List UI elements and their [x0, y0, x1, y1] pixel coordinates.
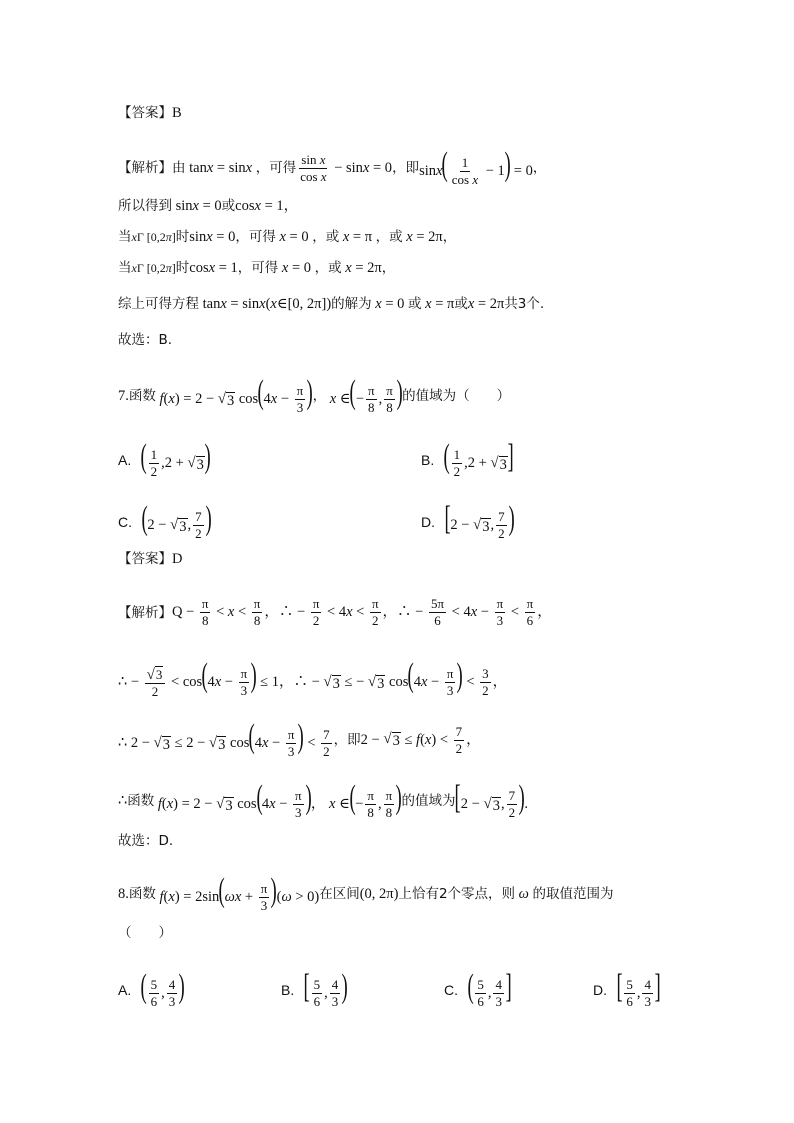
text-zongshang: 综上可得方程	[118, 296, 199, 312]
text-therefore: ∴	[118, 793, 128, 810]
option-a-value: ( $\frac{1}{2}$ ,2 + √ 3 )	[140, 438, 211, 480]
formula-step-1: Q − $\frac{\pi}{8}$ < x < $\frac{\pi}{8}$ ，∴ − $\frac{\pi}{2}$ < 4x < $\frac{\pi}{2}$ ，∴ − $\frac{5\pi}{6}$ < 4x − $\frac{\pi}{3}$ < $\frac{\pi}{6}$ ，	[172, 596, 552, 628]
answer-value: D	[172, 551, 183, 567]
analysis-label: 【解析】	[118, 160, 172, 177]
q7-number: 7.	[118, 388, 129, 405]
formula-x-in-interval-2: xΓ [0,2π]	[131, 261, 176, 275]
formula-tan-eq-sin: tanx = sinx	[185, 160, 253, 177]
formula-q8-interval: (0, 2π)	[359, 886, 399, 903]
q6-choose	[118, 330, 172, 350]
answer-label: 【答案】	[118, 105, 172, 121]
text-range-of: 的值域为	[401, 793, 456, 810]
formula-x-in-interval: xΓ [0,2π]	[131, 230, 176, 244]
q8-option-d[interactable]	[593, 970, 660, 1010]
text-ji: ，即	[333, 732, 361, 749]
option-label: D.	[593, 982, 607, 999]
q7-answer-line	[118, 549, 182, 569]
q6-analysis-line-3	[118, 227, 456, 247]
formula-x-2pi: x = 2π	[406, 229, 443, 245]
formula-sin-zero: sinx = 0	[172, 198, 222, 214]
option-d-value: [2 − √ 3 , $\frac{7}{2}$ )	[444, 500, 515, 542]
q7-option-c[interactable]	[118, 502, 211, 542]
formula-step-2: ∴ − √ 3 2 < cos(4x − $\frac{\pi}{3}$ ) ≤ 1，∴ − √ 3 ≤ − √ 3 cos(4x − $\frac{\pi}{3}$ ) < $\frac{3}{2}$ ，	[118, 657, 508, 699]
text-ke-de-3: ，可得	[237, 260, 279, 276]
q6-analysis-line-1	[118, 148, 546, 188]
option-label: B.	[421, 452, 435, 469]
q7-stem	[118, 376, 510, 416]
q8-option-a[interactable]	[118, 970, 185, 1010]
text-total: 共3个.	[504, 296, 545, 312]
text-jie-wei: 的解为	[331, 296, 372, 312]
text-or: 或	[221, 198, 236, 214]
formula-domain: x ∈(− $\frac{\pi}{8}$ , $\frac{\pi}{8}$ )	[329, 374, 403, 416]
q6-analysis-line-2	[118, 196, 298, 216]
formula-f-def: f(x) = 2 − √ 3 cos(4x − $\frac{\pi}{3}$ )	[159, 374, 314, 416]
q7-option-b[interactable]	[421, 440, 513, 480]
formula-step-3b: 2 − √ 3 ≤ f(x) < $\frac{7}{2}$ ，	[360, 723, 481, 756]
formula-sin-zero-2: sinx = 0	[189, 229, 236, 245]
formula-omega: ω	[515, 886, 533, 903]
formula-cos-one: cosx = 1，	[235, 198, 299, 214]
text-ke-de: ，可得	[255, 160, 297, 177]
analysis-label: 【解析】	[118, 604, 172, 621]
q7-option-a[interactable]	[118, 440, 210, 480]
formula-factored: sinx( $\frac{1}{\text{cos x}}$ − 1) = 0	[419, 146, 533, 188]
q7-analysis-line-1	[118, 596, 552, 629]
text-ji: ，即	[392, 160, 420, 177]
q8-stem	[118, 874, 614, 914]
q6-analysis-line-4	[118, 258, 395, 278]
q7-analysis-line-3	[118, 720, 481, 760]
option-b-value: ( $\frac{1}{2}$ ,2 + √ 3 ]	[443, 438, 514, 480]
formula-q8-f: f(x) = 2sin(ωx + $\frac{\pi}{3}$ )(ω > 0)	[159, 872, 320, 914]
q7-choose	[118, 831, 173, 851]
q7-option-d[interactable]	[421, 502, 514, 542]
formula-x-2pi-2: x = 2π	[345, 260, 382, 276]
option-c-value: ( $\frac{5}{6}$ , $\frac{4}{3}$ ]	[467, 968, 512, 1010]
text-huo-4: 或	[408, 296, 422, 312]
q8-option-c[interactable]	[444, 970, 511, 1010]
option-label: A.	[118, 452, 132, 469]
formula-x-zero: x = 0	[279, 229, 313, 245]
text-shi: 时	[175, 229, 190, 245]
text-comma-3: ，	[381, 260, 396, 276]
option-a-value: ( $\frac{5}{6}$ , $\frac{4}{3}$ )	[140, 968, 185, 1010]
text-comma: ，	[532, 160, 547, 177]
text-range: 的取值范围为	[532, 886, 614, 903]
formula-step-3: ∴ 2 − √ 3 ≤ 2 − √ 3 cos(4x − $\frac{\pi}{3}$ ) < $\frac{7}{2}$	[118, 718, 330, 760]
text-shi-2: 时	[175, 260, 190, 276]
formula-equation: tanx = sinx(x∈[0, 2π])	[199, 296, 332, 312]
text-zeros: 上恰有2个零点，则	[398, 886, 516, 903]
formula-sinx-over-cosx: $\frac{\text{sin x}}{\text{cos x}}$ − sinx = 0	[300, 151, 393, 184]
text-huo-3: ，或	[314, 260, 342, 276]
text-dang: 当	[118, 229, 132, 245]
text-huo-5: 或	[454, 296, 468, 312]
text-ke-de-2: ，可得	[235, 229, 276, 245]
q8-paren	[118, 923, 172, 943]
text-dang-2: 当	[118, 260, 132, 276]
text-huo-1: ，或	[312, 229, 340, 245]
text-hanshu: 函数	[128, 388, 156, 405]
q8-option-b[interactable]	[281, 970, 348, 1010]
text-huo-2: ，或	[375, 229, 403, 245]
option-label: C.	[118, 514, 132, 531]
formula-x-zero-3: x = 0	[375, 296, 409, 312]
q6-answer-line	[118, 103, 182, 123]
text-range-question: 的值域为（ ）	[402, 388, 511, 405]
option-label: A.	[118, 982, 132, 999]
text-choose-b: 故选：B.	[118, 332, 173, 348]
option-label: D.	[421, 514, 435, 531]
text-interval: 在区间	[319, 886, 360, 903]
text-comma: ，	[312, 388, 327, 405]
formula-x-pi: x = π	[342, 229, 376, 245]
text-suoyi: 所以得到	[118, 198, 172, 214]
q8-number: 8.	[118, 886, 129, 903]
formula-x-zero-2: x = 0	[281, 260, 315, 276]
option-label: C.	[444, 982, 458, 999]
q6-analysis-line-5	[118, 294, 544, 314]
option-c-value: (2 − √ 3 , $\frac{7}{2}$ )	[141, 500, 212, 542]
option-b-value: [ $\frac{5}{6}$ , $\frac{4}{3}$ )	[303, 968, 348, 1010]
answer-value: B	[172, 105, 182, 121]
formula-cos-one-2: cosx = 1	[189, 260, 238, 276]
formula-f-def-2: f(x) = 2 − √ 3 cos(4x − $\frac{\pi}{3}$ )， x ∈(− $\frac{\pi}{8}$ , $\frac{\pi}{8}$ )	[157, 779, 402, 821]
text-comma-2: ，	[442, 229, 457, 245]
formula-range-result: [2 − √ 3 , $\frac{7}{2}$ ).	[455, 779, 529, 821]
q7-analysis-line-2	[118, 659, 507, 700]
formula-x-2pi-3: x = 2π	[467, 296, 505, 312]
formula-x-pi-2: x = π	[425, 296, 455, 312]
answer-label: 【答案】	[118, 551, 172, 567]
option-label: B.	[281, 982, 295, 999]
answer-paren: （ ）	[118, 925, 172, 941]
text-you: 由	[172, 160, 186, 177]
text-hanshu-2: 函数	[127, 793, 155, 810]
text-choose-d: 故选：D.	[118, 833, 174, 849]
q7-analysis-line-4	[118, 781, 528, 821]
text-hanshu-3: 函数	[128, 886, 156, 903]
option-d-value: [ $\frac{5}{6}$ , $\frac{4}{3}$ ]	[616, 968, 661, 1010]
